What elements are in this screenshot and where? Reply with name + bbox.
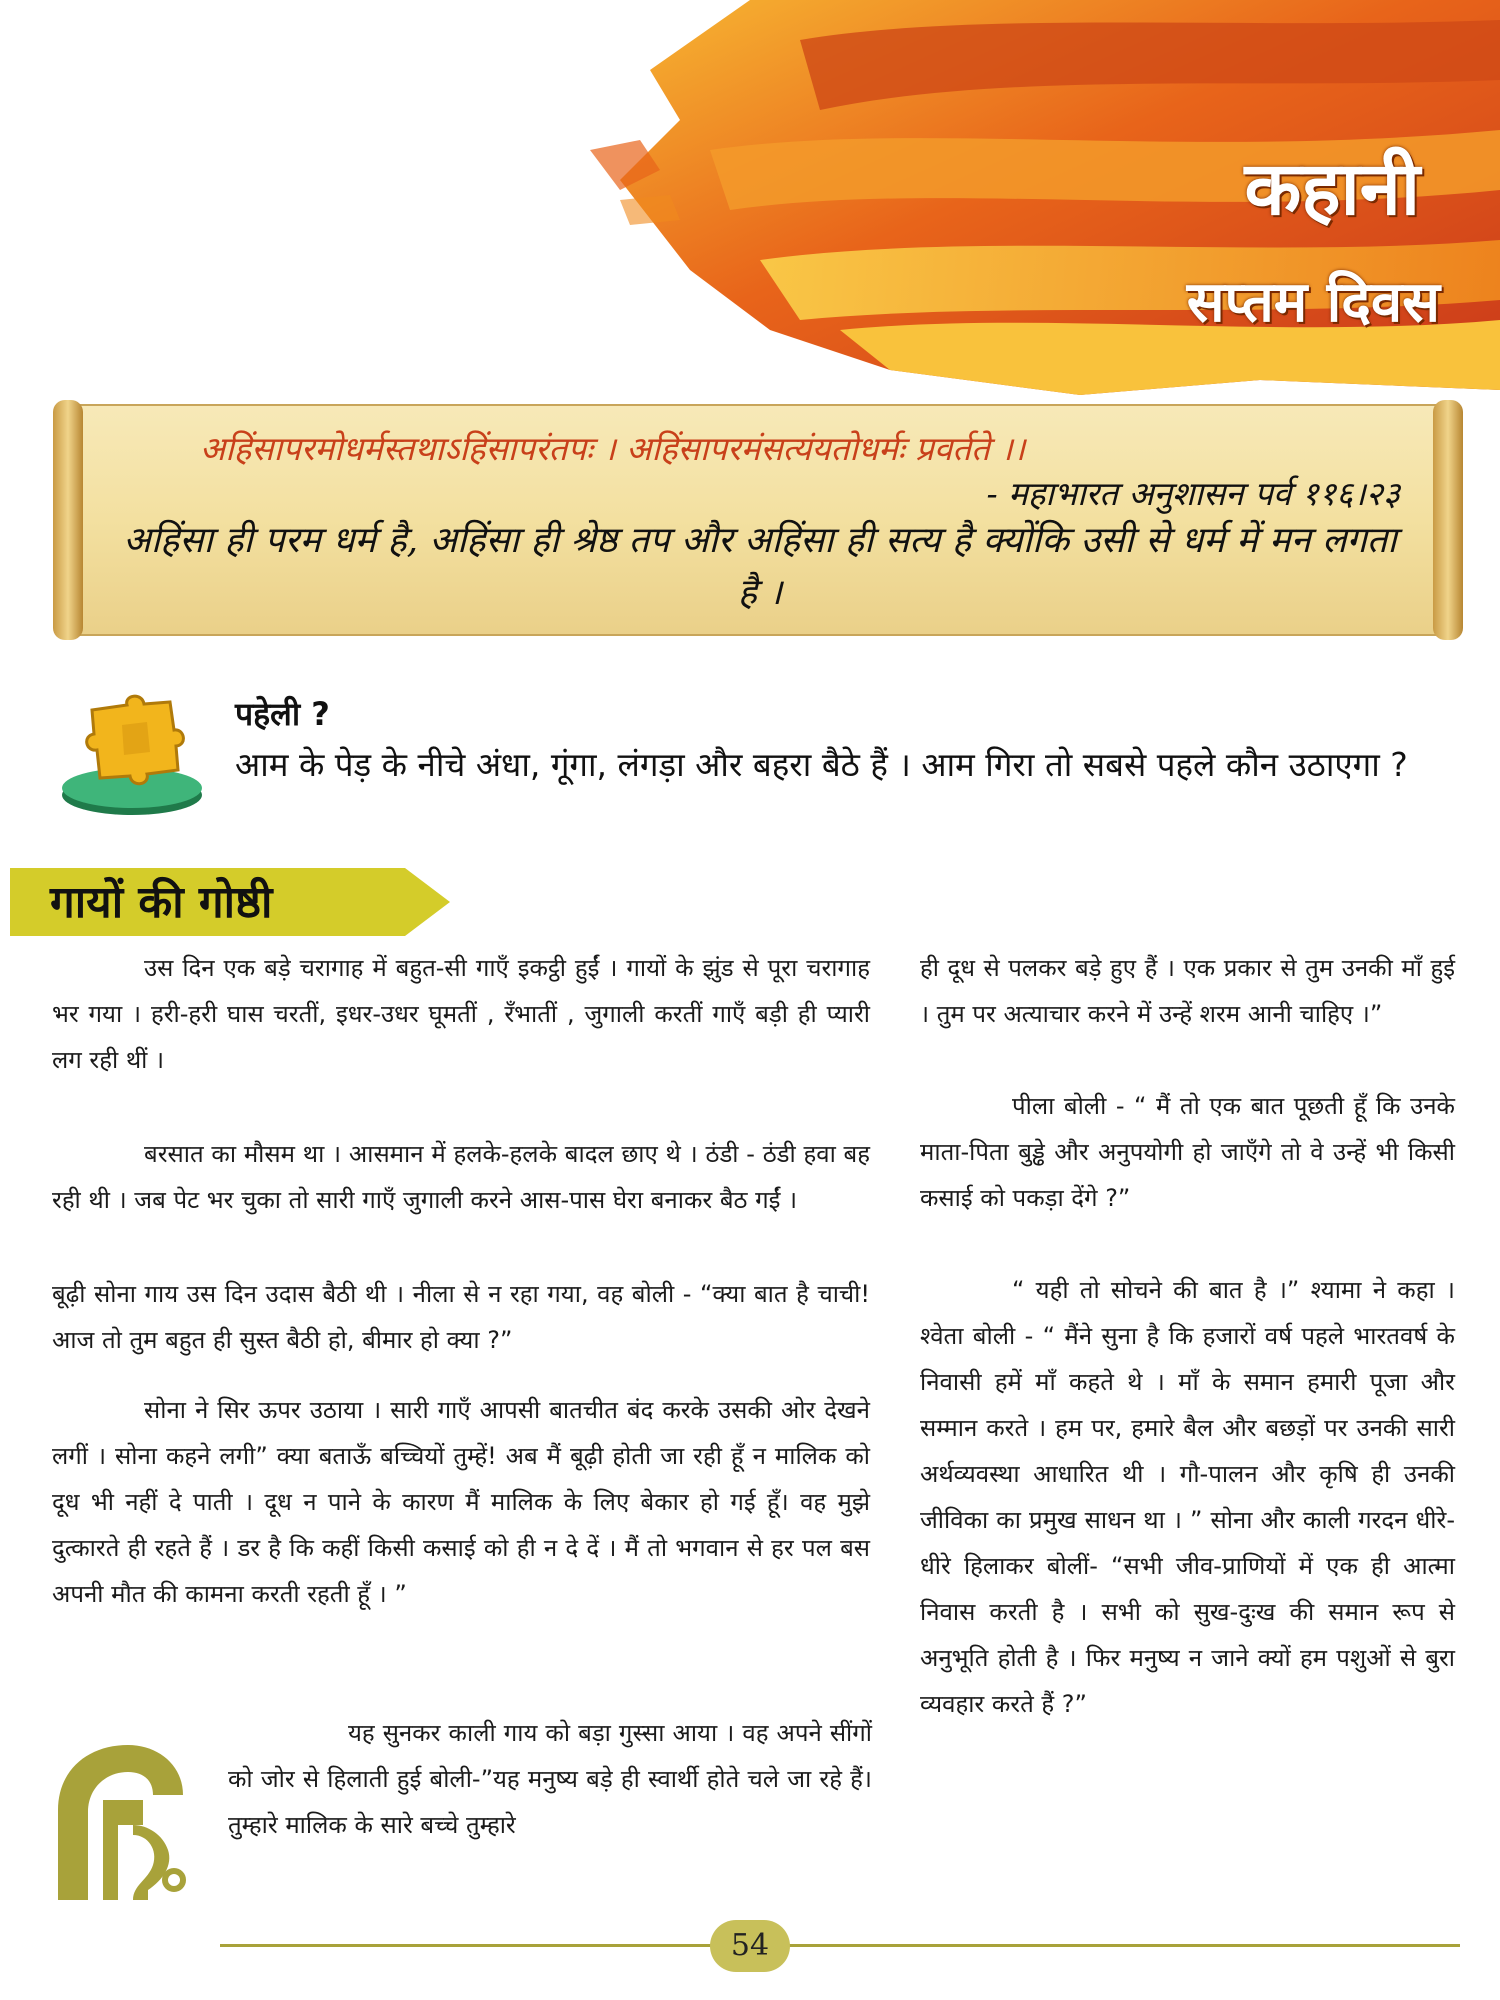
story-paragraph: उस दिन एक बड़े चरागाह में बहुत-सी गाएँ इकट्ठी हुईं । गायों के झुंड से पूरा चरागाह भर गया । हरी-हरी घास चरतीं, इधर-उधर घूमतीं , रँभातीं , जुगाली करतीं गाएँ बड़ी ही प्यारी लग रही थीं । [52, 954, 870, 1074]
puzzle-heading: पहेली ? [235, 695, 330, 733]
story-title: गायों की गोष्ठी [50, 877, 273, 928]
footer-rule [220, 1944, 1460, 1947]
story-paragraph: पीला बोली - “ मैं तो एक बात पूछती हूँ कि उनके माता-पिता बुड्ढे और अनुपयोगी हो जाएँगे तो वे उन्हें भी किसी कसाई को पकड़ा देंगे ?” [920, 1092, 1455, 1212]
story-left-column [52, 945, 870, 1617]
story-paragraph: बरसात का मौसम था । आसमान में हलके-हलके बादल छाए थे । ठंडी - ठंडी हवा बह रही थी । जब पेट भर चुका तो सारी गाएँ जुगाली करने आस-पास घेरा बनाकर बैठ गईं । [52, 1140, 870, 1214]
shloka-source: - महाभारत अनुशासन पर्व ११६।२३ [986, 474, 1400, 513]
story-right-column [920, 945, 1455, 1775]
story-paragraph: “ यही तो सोचने की बात है ।” श्यामा ने कहा । श्वेता बोली - “ मैंने सुना है कि हजारों वर्ष पहले भारतवर्ष के निवासी हमें माँ कहते थे । माँ के समान हमारी पूजा और सम्मान करते । हम पर, हमारे बैल और बछड़ों पर उनकी सारी अर्थव्यवस्था आधारित थी । गौ-पालन और कृषि ही उनकी जीविका का प्रमुख साधन था । ” सोना और काली गरदन धीरे-धीरे हिलाकर बोलीं- “सभी जीव-प्राणियों में एक ही आत्मा निवास करती है । सभी को सुख-दुःख की समान रूप से अनुभूति होती है । फिर मनुष्य न जाने क्यों हम पशुओं से बुरा व्यवहार करते हैं ?” [920, 1276, 1455, 1718]
story-paragraph: ही दूध से पलकर बड़े हुए हैं । एक प्रकार से तुम उनकी माँ हुई । तुम पर अत्याचार करने में उन्हें शरम आनी चाहिए ।” [920, 954, 1455, 1028]
story-paragraph: यह सुनकर काली गाय को बड़ा गुस्सा आया । वह अपने सींगों को जोर से हिलाती हुई बोली-”यह मनुष्य बड़े ही स्वार्थी होते चले जा रहे हैं। तुम्हारे मालिक के सारे बच्चे तुम्हारे [228, 1719, 872, 1839]
shloka-meaning: अहिंसा ही परम धर्म है, अहिंसा ही श्रेष्ठ तप और अहिंसा ही सत्य है क्योंकि उसी से धर्म में मन लगता है । [123, 520, 1397, 613]
corner-logo-icon [48, 1740, 188, 1905]
story-paragraph: बूढ़ी सोना गाय उस दिन उदास बैठी थी । नीला से न रहा गया, वह बोली - “क्या बात है चाची! आज तो तुम बहुत ही सुस्त बैठी हो, बीमार हो क्या ?” [52, 1280, 870, 1354]
puzzle-text: आम के पेड़ के नीचे अंधा, गूंगा, लंगड़ा और बहरा बैठे हैं । आम गिरा तो सबसे पहले कौन उठाएगा ? [235, 745, 1408, 784]
puzzle-icon [52, 690, 212, 820]
shloka-sanskrit: अहिंसापरमोधर्मस्तथाऽहिंसापरंतपः । अहिंसापरमंसत्यंयतोधर्मः प्रवर्तते ।। [200, 429, 1026, 468]
page-number: 54 [710, 1920, 790, 1972]
story-paragraph: सोना ने सिर ऊपर उठाया । सारी गाएँ आपसी बातचीत बंद करके उसकी ओर देखने लगीं । सोना कहने लगी” क्या बताऊँ बच्चियों तुम्हें! अब मैं बूढ़ी होती जा रही हूँ न मालिक को दूध भी नहीं दे पाती । दूध न पाने के कारण मैं मालिक के लिए बेकार हो गई हूँ। वह मुझे दुत्कारते ही रहते हैं । डर है कि कहीं किसी कसाई को ही न दे दें । मैं तो भगवान से हर पल बस अपनी मौत की कामना करती रहती हूँ । ” [52, 1396, 870, 1608]
chapter-title: कहानी [1244, 146, 1420, 232]
chapter-day: सप्तम दिवस [1186, 270, 1440, 335]
